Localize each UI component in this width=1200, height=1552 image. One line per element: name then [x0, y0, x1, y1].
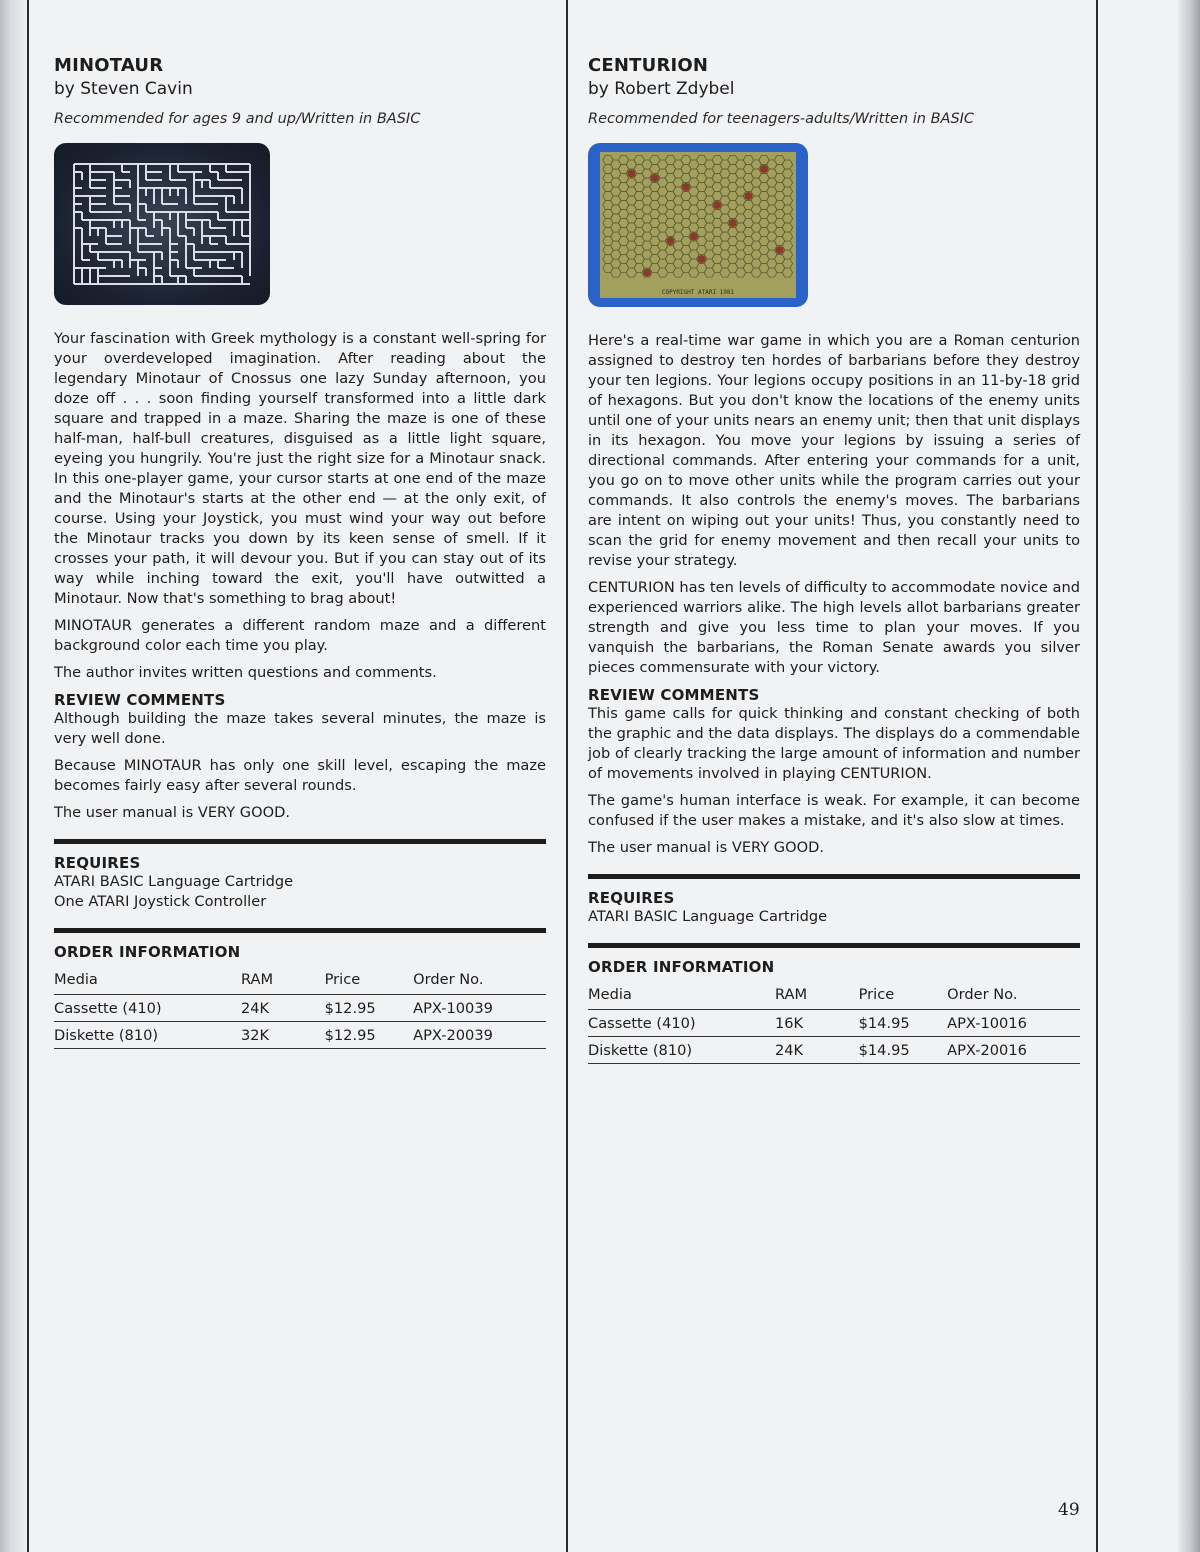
review-paragraph: This game calls for quick thinking and constant checking of both the graphic and the data displays. The displays do a commendable job of clearly tracking the large amount of information and number of movements involved in playing CENTURION.: [588, 705, 1080, 782]
product-description: [588, 331, 1080, 858]
product-title: CENTURION: [588, 55, 709, 76]
table-cell: APX-20039: [413, 1022, 546, 1049]
column-header: RAM: [774, 986, 808, 1003]
section-rule: [588, 943, 1080, 948]
description-paragraph: The author invites written questions and comments.: [54, 664, 437, 681]
table-row: [588, 1010, 1080, 1037]
order-heading: ORDER INFORMATION: [588, 958, 775, 976]
review-heading: REVIEW COMMENTS: [588, 686, 760, 704]
product-recommendation: Recommended for teenagers-adults/Written in BASIC: [588, 111, 975, 127]
hex-grid-image: [600, 152, 796, 298]
column-header: Order No.: [413, 971, 484, 988]
centurion-screenshot: [588, 143, 808, 307]
minotaur-screenshot: [54, 143, 270, 305]
review-heading: REVIEW COMMENTS: [54, 691, 226, 709]
minotaur-entry: [54, 54, 546, 1049]
requires-heading: REQUIRES: [588, 889, 675, 907]
table-cell: Cassette (410): [588, 1010, 775, 1037]
screen-caption: COPYRIGHT ATARI 1981: [661, 289, 735, 296]
product-author: by Robert Zdybel: [588, 79, 735, 99]
table-cell: APX-10039: [413, 995, 546, 1022]
requirement-item: ATARI BASIC Language Cartridge: [588, 908, 828, 925]
section-rule: [588, 874, 1080, 879]
unit-marker: [776, 246, 784, 254]
table-cell: Cassette (410): [54, 995, 241, 1022]
column-header: Media: [54, 971, 98, 988]
page-number: 49: [1058, 1500, 1080, 1520]
unit-marker: [760, 165, 768, 173]
product-description: [54, 329, 546, 823]
unit-marker: [713, 201, 721, 209]
section-rule: [54, 839, 546, 844]
requirement-item: ATARI BASIC Language Cartridge: [54, 873, 294, 890]
section-rule: [54, 928, 546, 933]
review-paragraph: Because MINOTAUR has only one skill level, escaping the maze becomes fairly easy after several rounds.: [54, 757, 546, 794]
order-table: [54, 967, 546, 1049]
column-divider-rule: [566, 0, 568, 1552]
unit-marker: [682, 183, 690, 191]
review-paragraph: The user manual is VERY GOOD.: [588, 839, 824, 856]
product-author: by Steven Cavin: [54, 79, 193, 99]
review-paragraph: The game's human interface is weak. For example, it can become confused if the user makes a mistake, and it's also slow at times.: [588, 792, 1080, 829]
product-title: MINOTAUR: [54, 55, 164, 76]
table-cell: Diskette (810): [54, 1022, 241, 1049]
order-table-header: [54, 967, 546, 995]
order-table-header: [588, 982, 1080, 1010]
page-edge-shadow: [1178, 0, 1200, 1552]
column-header: Price: [858, 986, 895, 1003]
order-heading: ORDER INFORMATION: [54, 943, 241, 961]
column-header: Order No.: [947, 986, 1018, 1003]
table-cell: 16K: [775, 1010, 859, 1037]
table-row: [54, 995, 546, 1022]
product-recommendation: Recommended for ages 9 and up/Written in BASIC: [54, 111, 421, 127]
unit-marker: [666, 237, 674, 245]
unit-marker: [744, 192, 752, 200]
table-cell: $14.95: [859, 1037, 948, 1064]
table-row: [54, 1022, 546, 1049]
unit-marker: [643, 269, 651, 277]
table-row: [588, 1037, 1080, 1064]
table-cell: 24K: [775, 1037, 859, 1064]
table-cell: $14.95: [859, 1010, 948, 1037]
page-spine-shadow: [0, 0, 26, 1552]
unit-marker: [627, 170, 635, 178]
review-paragraph: The user manual is VERY GOOD.: [54, 804, 290, 821]
description-paragraph: CENTURION has ten levels of difficulty to accommodate novice and experienced warriors alike. The high levels allot barbarians greater strength and give you less time to plan your moves. If you vanquish the barbarians, the Roman Senate awards you silver pieces commensurate with your victory.: [588, 579, 1080, 676]
table-cell: 32K: [241, 1022, 325, 1049]
left-border-rule: [27, 0, 29, 1552]
centurion-entry: [588, 54, 1080, 1064]
order-table: [588, 982, 1080, 1064]
description-paragraph: Your fascination with Greek mythology is a constant well-spring for your overdeveloped imagination. After reading about the legendary Minotaur of Cnossus one lazy Sunday afternoon, you doze off . . . soon finding yourself transformed into a little dark square and trapped in a maze. Sharing the maze is one of these half-man, half-bull creatures, disguised as a little light square, eyeing you hungrily. You're just the right size for a Minotaur snack. In this one-player game, your cursor starts at one end of the maze and the Minotaur's starts at the other end — at the only exit, of course. Using your Joystick, you must wind your way out before the Minotaur tracks you down by its keen sense of smell. If it crosses your path, it will devour you. But if you can stay out of its way while inching toward the exit, you'll have outwitted a Minotaur. Now that's something to brag about!: [54, 330, 546, 607]
review-paragraph: Although building the maze takes several minutes, the maze is very well done.: [54, 710, 546, 747]
unit-marker: [651, 174, 659, 182]
table-cell: APX-20016: [947, 1037, 1080, 1064]
right-border-rule: [1096, 0, 1098, 1552]
description-paragraph: Here's a real-time war game in which you are a Roman centurion assigned to destroy ten hordes of barbarians before they destroy your ten legions. Your legions occupy positions in an 11-by-18 grid of hexagons. But you don't know the locations of the enemy units until one of your units nears an enemy unit; then that unit displays in its hexagon. You move your legions by issuing a series of directional commands. After entering your commands for a unit, you go on to move other units while the program carries out your commands. It also controls the enemy's moves. The barbarians are intent on wiping out your units! Thus, you constantly need to scan the grid for enemy movement and then recall your units to revise your strategy.: [588, 332, 1080, 569]
maze-image: [70, 160, 254, 288]
table-cell: APX-10016: [947, 1010, 1080, 1037]
column-header: Media: [588, 986, 632, 1003]
unit-marker: [690, 233, 698, 241]
table-cell: 24K: [241, 995, 325, 1022]
unit-marker: [729, 219, 737, 227]
table-cell: $12.95: [325, 995, 414, 1022]
table-cell: $12.95: [325, 1022, 414, 1049]
unit-marker: [698, 255, 706, 263]
column-header: Price: [324, 971, 361, 988]
table-cell: Diskette (810): [588, 1037, 775, 1064]
requirement-item: One ATARI Joystick Controller: [54, 893, 267, 910]
column-header: RAM: [240, 971, 274, 988]
requires-heading: REQUIRES: [54, 854, 141, 872]
description-paragraph: MINOTAUR generates a different random maze and a different background color each time you play.: [54, 617, 546, 654]
